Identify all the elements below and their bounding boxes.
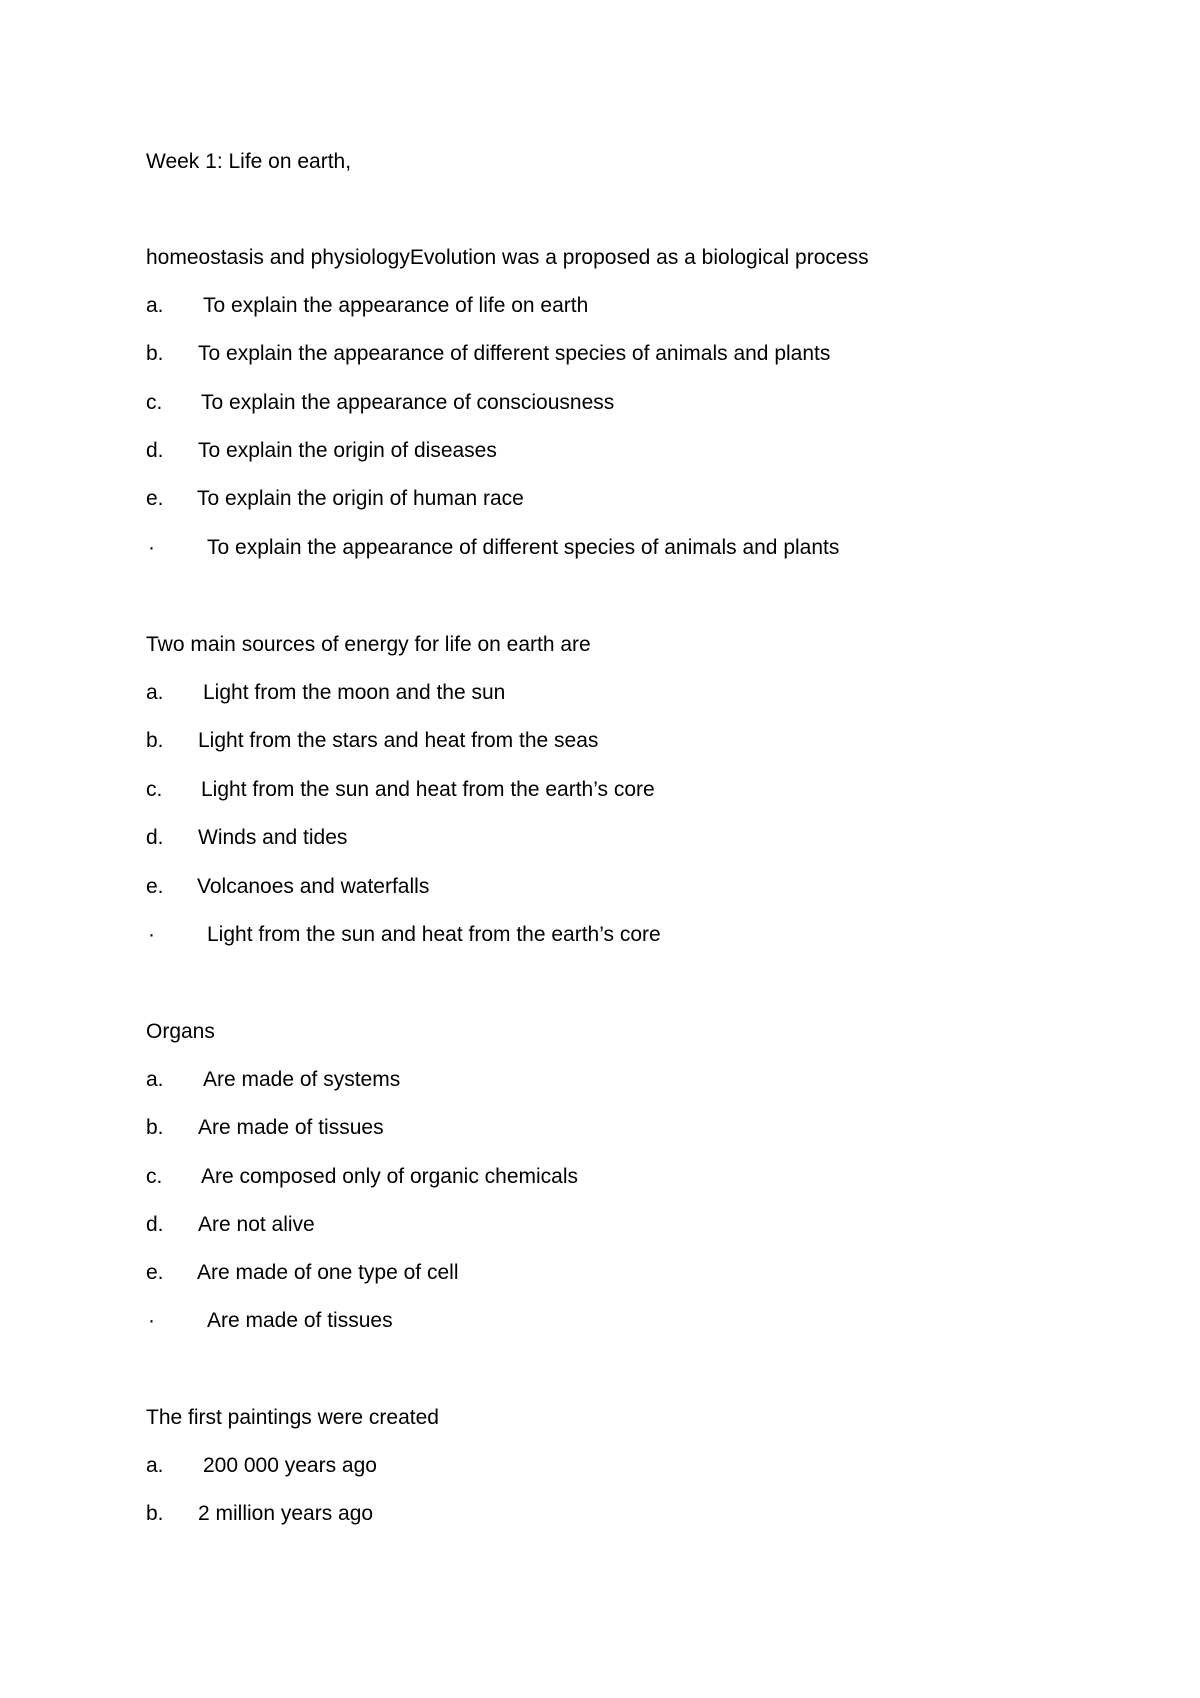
option-marker: e. xyxy=(146,1261,164,1284)
option-text: 2 million years ago xyxy=(198,1502,374,1525)
question-1-prompt: homeostasis and physiologyEvolution was a proposed as a biological process xyxy=(146,246,869,269)
option-text: Light from the stars and heat from the seas xyxy=(198,729,599,752)
option-text: Winds and tides xyxy=(198,826,348,849)
option-text: To explain the origin of diseases xyxy=(198,439,497,462)
option-text: Are not alive xyxy=(198,1213,315,1236)
option-text: To explain the appearance of different species of animals and plants xyxy=(198,342,831,365)
option-text: To explain the origin of human race xyxy=(197,487,524,510)
option-text: Light from the sun and heat from the earth’s core xyxy=(201,778,655,801)
bullet-marker: · xyxy=(148,923,155,946)
option-text: Are made of one type of cell xyxy=(197,1261,459,1284)
option-text: Are made of tissues xyxy=(198,1116,384,1139)
option-marker: d. xyxy=(146,826,164,849)
option-text: Volcanoes and waterfalls xyxy=(197,875,430,898)
question-4-prompt: The first paintings were created xyxy=(146,1406,439,1429)
option-marker: e. xyxy=(146,487,164,510)
option-marker: c. xyxy=(146,778,163,801)
option-marker: a. xyxy=(146,681,164,704)
document-title: Week 1: Life on earth, xyxy=(146,150,352,173)
answer-text: Are made of tissues xyxy=(207,1309,393,1332)
option-marker: b. xyxy=(146,729,164,752)
option-text: Are composed only of organic chemicals xyxy=(201,1165,579,1188)
option-text: 200 000 years ago xyxy=(203,1454,377,1477)
bullet-marker: · xyxy=(148,1309,155,1332)
option-text: To explain the appearance of life on earth xyxy=(203,294,589,317)
option-marker: b. xyxy=(146,342,164,365)
option-marker: e. xyxy=(146,875,164,898)
option-text: Are made of systems xyxy=(203,1068,401,1091)
option-marker: a. xyxy=(146,1454,164,1477)
option-marker: d. xyxy=(146,439,164,462)
option-marker: d. xyxy=(146,1213,164,1236)
question-2-prompt: Two main sources of energy for life on earth are xyxy=(146,633,591,656)
question-3-prompt: Organs xyxy=(146,1020,215,1043)
option-marker: b. xyxy=(146,1502,164,1525)
option-text: Light from the moon and the sun xyxy=(203,681,506,704)
answer-text: To explain the appearance of different species of animals and plants xyxy=(207,536,840,559)
option-marker: c. xyxy=(146,391,163,414)
answer-text: Light from the sun and heat from the earth’s core xyxy=(207,923,661,946)
option-marker: b. xyxy=(146,1116,164,1139)
option-marker: a. xyxy=(146,294,164,317)
option-marker: a. xyxy=(146,1068,164,1091)
bullet-marker: · xyxy=(148,536,155,559)
option-text: To explain the appearance of consciousness xyxy=(201,391,615,414)
option-marker: c. xyxy=(146,1165,163,1188)
